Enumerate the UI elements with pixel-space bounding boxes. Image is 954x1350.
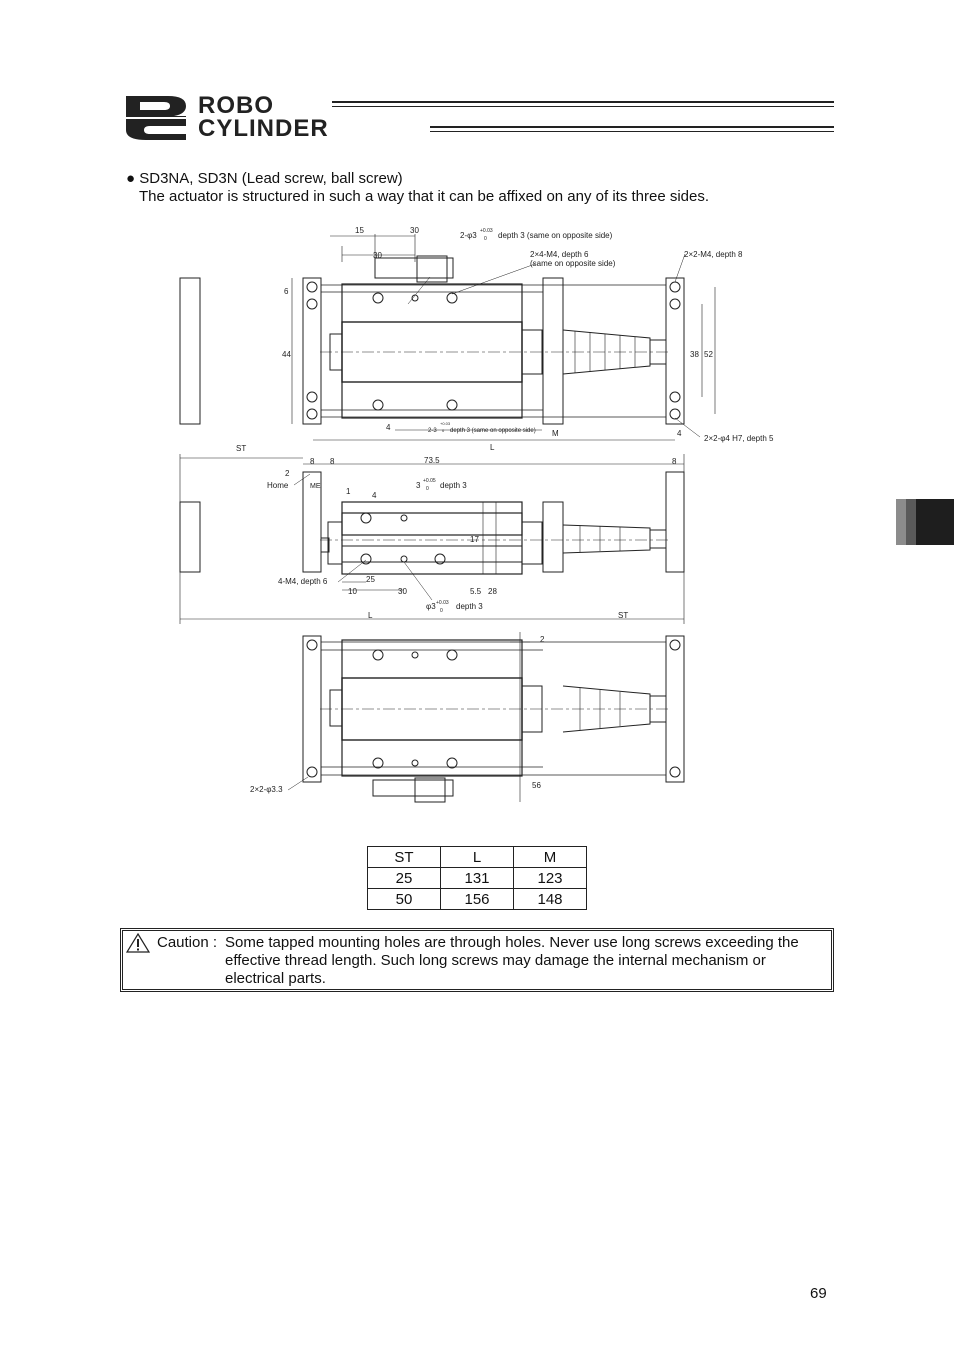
table-row: [368, 868, 587, 889]
note-label: depth 3 (same on opposite side): [498, 231, 613, 240]
dim-label: 56: [532, 781, 541, 790]
brand-word-robo: ROBO: [198, 92, 274, 119]
dim-label: 17: [470, 535, 479, 544]
table-header: L: [441, 847, 514, 868]
side-view: [180, 444, 684, 624]
tolerance-label: +0.03: [480, 228, 493, 234]
robo-cylinder-logo-icon: [124, 94, 190, 140]
note-label: depth 3 (same on opposite side): [450, 428, 536, 434]
dim-label: 25: [366, 575, 375, 584]
table-header-row: [368, 847, 587, 868]
table-row: [368, 889, 587, 910]
home-label: Home: [267, 481, 289, 490]
section-title: ● SD3NA, SD3N (Lead screw, ball screw): [126, 170, 403, 187]
table-cell: 148: [514, 889, 587, 910]
table-header: M: [514, 847, 587, 868]
dim-label: 44: [282, 350, 291, 359]
tolerance-label: +0.05: [423, 478, 436, 484]
warning-icon: [126, 933, 150, 953]
top-view: [180, 226, 774, 452]
dim-label: 15: [355, 226, 364, 235]
table-cell: 50: [368, 889, 441, 910]
tolerance-label: 0: [426, 486, 429, 492]
table-header: ST: [368, 847, 441, 868]
brand-logo: [124, 92, 834, 142]
note-label: 2-φ3: [460, 231, 477, 240]
dim-label: 8: [672, 457, 677, 466]
dim-label: 2: [540, 635, 545, 644]
header-rule: [332, 106, 834, 107]
note-label: depth 3: [440, 481, 467, 490]
dim-label: 8: [310, 457, 315, 466]
caution-label: Caution :: [157, 934, 218, 951]
tolerance-label: 0: [442, 428, 445, 433]
dim-label: L: [368, 611, 373, 620]
dim-label: 5.5: [470, 587, 482, 596]
dim-label: 28: [488, 587, 497, 596]
me-label: ME: [310, 483, 321, 490]
tolerance-label: 0: [484, 236, 487, 242]
note-label: 2×2-φ4 H7, depth 5: [704, 434, 774, 443]
dim-label: ST: [618, 611, 629, 620]
tolerance-label: 0: [440, 608, 443, 614]
dim-label: 2: [285, 469, 290, 478]
dim-label: 1: [346, 487, 351, 496]
dim-label: 8: [330, 457, 335, 466]
dim-label: 30: [373, 251, 382, 260]
dim-label: 6: [284, 287, 289, 296]
page-number: 69: [810, 1285, 827, 1302]
dim-label: 30: [398, 587, 407, 596]
dim-label: 10: [348, 587, 357, 596]
dim-label: 4: [386, 423, 391, 432]
caution-text: Some tapped mounting holes are through holes. Never use long screws exceeding the effective thread length. Such long screws may damage the internal mechanism or electrical parts.: [225, 934, 799, 987]
dim-label: ST: [236, 444, 247, 453]
note-label: 3: [416, 481, 421, 490]
note-label: 2×2-M4, depth 8: [684, 250, 743, 259]
tolerance-label: +0.03: [440, 421, 451, 426]
header-rule: [430, 131, 834, 132]
brand-word-cylinder: CYLINDER: [198, 115, 329, 142]
dim-label: 73.5: [424, 456, 440, 465]
dim-label: 30: [410, 226, 419, 235]
dimension-drawing: [170, 222, 800, 822]
dim-label: 4: [372, 491, 377, 500]
dim-label: 4: [677, 429, 682, 438]
dim-label: L: [490, 443, 495, 452]
dim-label: 38: [690, 350, 699, 359]
note-label: 2-3: [428, 428, 437, 434]
table-cell: 25: [368, 868, 441, 889]
note-label: 4-M4, depth 6: [278, 577, 328, 586]
spec-table: [367, 846, 587, 910]
note-label: (same on opposite side): [530, 259, 616, 268]
dim-label: M: [552, 429, 559, 438]
section-description: The actuator is structured in such a way that it can be affixed on any of its three sides.: [139, 188, 710, 205]
caution-box: [120, 928, 834, 992]
header-rule: [332, 101, 834, 103]
header-rule: [430, 126, 834, 128]
table-cell: 123: [514, 868, 587, 889]
note-label: 2×2-φ3.3: [250, 785, 283, 794]
dim-label: 52: [704, 350, 713, 359]
note-label: 2×4-M4, depth 6: [530, 250, 589, 259]
table-cell: 131: [441, 868, 514, 889]
note-label: φ3: [426, 602, 436, 611]
tolerance-label: +0.03: [436, 600, 449, 606]
bottom-view: [250, 632, 684, 802]
table-cell: 156: [441, 889, 514, 910]
chapter-tab: [896, 499, 954, 545]
note-label: depth 3: [456, 602, 483, 611]
intro: [126, 170, 846, 206]
